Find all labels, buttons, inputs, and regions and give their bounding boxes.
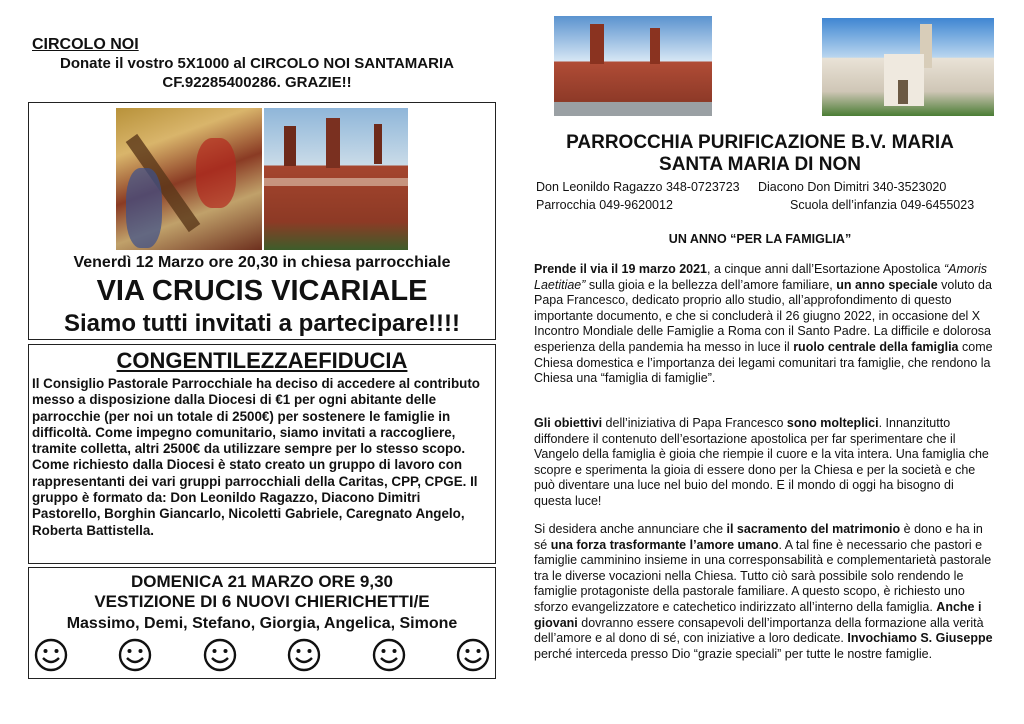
- via-crucis-invite: Siamo tutti invitati a partecipare!!!!: [63, 310, 461, 337]
- circolo-title: CIRCOLO NOI: [32, 36, 139, 53]
- smiley-face-icon: [372, 638, 406, 672]
- chierichetti-names: Massimo, Demi, Stefano, Giorgia, Angelica, Simone: [66, 615, 458, 632]
- chapel-photo-image: [822, 18, 994, 116]
- church-photo-image: [264, 108, 408, 250]
- congentilezza-title: CONGENTILEZZAEFIDUCIA: [116, 348, 408, 373]
- smiley-face-icon: [118, 638, 152, 672]
- via-crucis-title: VIA CRUCIS VICARIALE: [96, 275, 428, 307]
- anno-famiglia-title: UN ANNO “PER LA FAMIGLIA”: [668, 232, 852, 246]
- smiley-face-icon: [203, 638, 237, 672]
- domenica-subtitle: VESTIZIONE DI 6 NUOVI CHIERICHETTI/E: [94, 592, 430, 611]
- anno-paragraph-2: Gli obiettivi dell’iniziativa di Papa Francesco sono molteplici. Innanzitutto diffondere il contenuto dell’esortazione apostolica per far sperimentare che il Vangelo della famiglia è gioia che riempie il cuore e la vita intera. Una famiglia che scopre e sperimenta la gioia di essere dono per la Chiesa e per la società e che può diventare una luce nel buio del mondo. E il mondo di oggi ha bisogno di questa luce!: [534, 416, 989, 508]
- congentilezza-body: Il Consiglio Pastorale Parrocchiale ha deciso di accedere al contributo messo a disposizione dalla Diocesi di €1 per ogni abitante delle parrocchie (per noi un totale di 2500€) per sostenere le famiglie in difficoltà. Come impegno comunitario, siamo invitati a raccogliere, tramite colletta, altri 2500€ da utilizzare sempre per lo stesso scopo. Come richiesto dalla Diocesi è stato creato un gruppo di lavoro con rappresentanti dei vari gruppi parrocchiali della Caritas, CPP, CPGE. Il gruppo è formato da: Don Leonildo Ragazzo, Diacono Dimitri Pastorello, Borghin Giancarlo, Nicoletti Gabriele, Caregnato Angelo, Roberta Battistella.: [32, 376, 480, 538]
- circolo-line2: CF.92285400286. GRAZIE!!: [162, 74, 352, 91]
- contact-parroco: Don Leonildo Ragazzo 348-0723723: [536, 180, 740, 194]
- domenica-title: DOMENICA 21 MARZO ORE 9,30: [131, 572, 393, 591]
- circolo-noi-notice: [32, 36, 502, 92]
- contact-diacono: Diacono Don Dimitri 340-3523020: [758, 180, 947, 194]
- anno-paragraph-3: Si desidera anche annunciare che il sacramento del matrimonio è dono e ha in sé una forza trasformante l’amore umano. A tal fine è necessario che pastori e famiglie camminino insieme in una corresponsabilità e complementarietà pastorale tra le diverse vocazioni nella Chiesa. Tutto ciò sarà possibile solo rendendo le famiglie protagoniste della pastorale familiare. A questo scopo, è richiesto uno sforzo evangelizzatore e catechetico indirizzato all’interno della famiglia. Anche i giovani dovranno essere consapevoli dell’importanza della formazione alla verità dell’amore e al dono di sé, con iniziative a loro dedicate. Invochiamo S. Giuseppe perché interceda presso Dio “grazie speciali” per tutte le nostre famiglie.: [534, 522, 993, 661]
- smiley-face-icon: [287, 638, 321, 672]
- parish-church-photo-image: [554, 16, 712, 116]
- smiley-face-icon: [456, 638, 490, 672]
- parish-subtitle: SANTA MARIA DI NON: [659, 154, 861, 175]
- contact-parrocchia: Parrocchia 049-9620012: [536, 198, 673, 212]
- smiley-row: [34, 638, 490, 672]
- parish-title: PARROCCHIA PURIFICAZIONE B.V. MARIA: [566, 132, 954, 153]
- contact-scuola: Scuola dell’infanzia 049-6455023: [790, 198, 975, 212]
- via-crucis-painting-image: [116, 108, 262, 250]
- anno-paragraph-1: Prende il via il 19 marzo 2021, a cinque anni dall’Esortazione Apostolica “Amoris Laetitiae” sulla gioia e la bellezza dell’amore familiare, un anno speciale voluto da Papa Francesco, dedicato proprio allo studio, all’approfondimento di questo importante documento, e che si concluderà il 26 giugno 2022, in occasione del X Incontro Mondiale delle Famiglie a Roma con il Santo Padre. La difficile e dolorosa esperienza della pandemia ha messo in luce il ruolo centrale della famiglia come Chiesa domestica e l’importanza dei legami comunitari tra famiglie, che rendono la Chiesa una “famiglia di famiglie”.: [534, 262, 993, 386]
- smiley-face-icon: [34, 638, 68, 672]
- circolo-line1: Donate il vostro 5X1000 al CIRCOLO NOI SANTAMARIA: [60, 55, 454, 72]
- via-crucis-date: Venerdì 12 Marzo ore 20,30 in chiesa parrocchiale: [73, 254, 451, 271]
